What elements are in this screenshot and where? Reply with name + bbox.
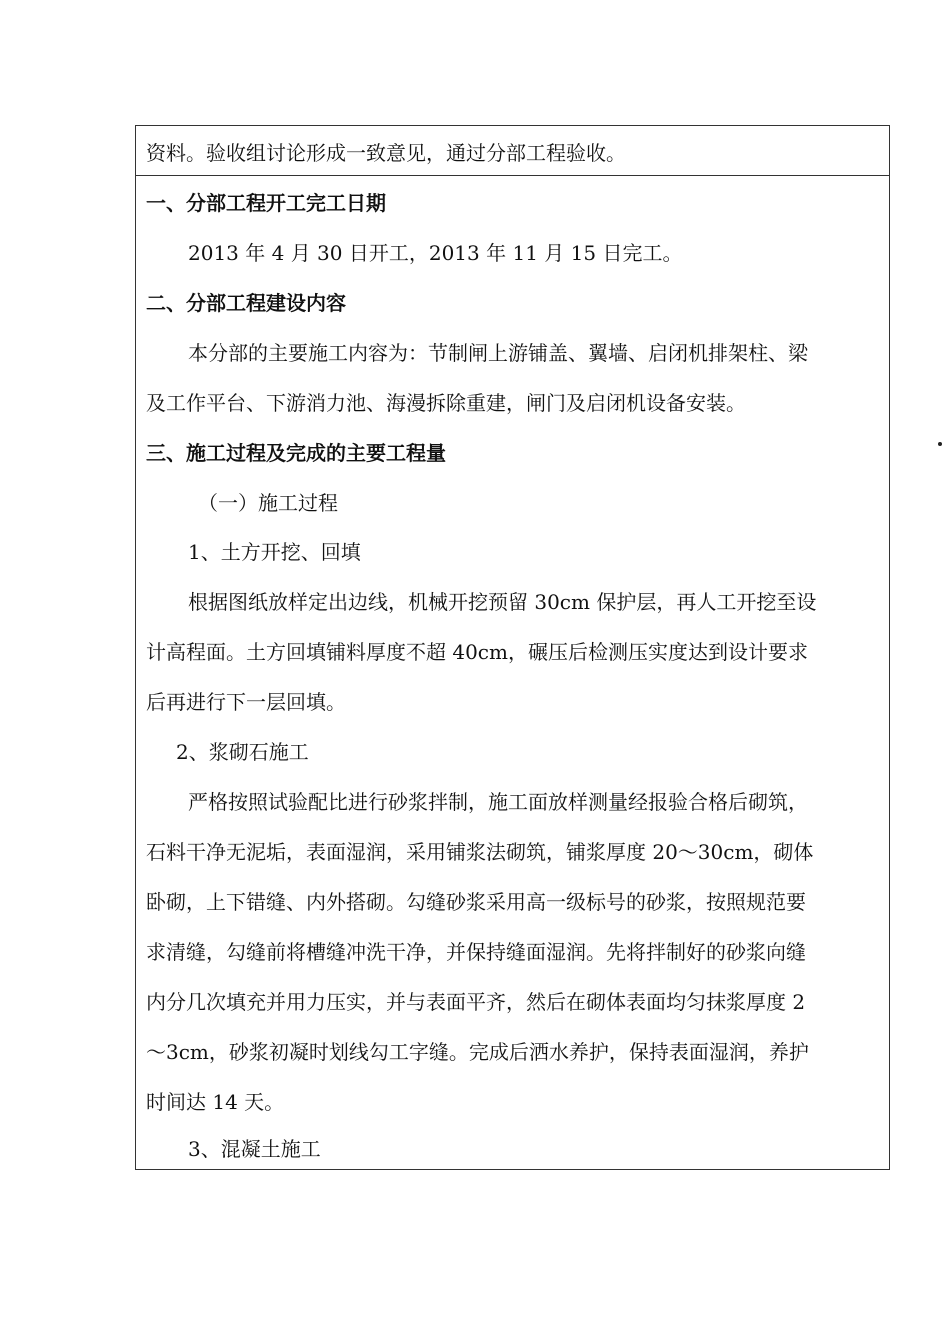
item-heading-concrete: 3、混凝土施工 (188, 1137, 321, 1161)
earthwork-text-line-3: 后再进行下一层回填。 (146, 690, 346, 714)
masonry-text-line-4: 求清缝，勾缝前将槽缝冲洗干净，并保持缝面湿润。先将拌制好的砂浆向缝 (146, 940, 806, 964)
content-text-line-1: 本分部的主要施工内容为：节制闸上游铺盖、翼墙、启闭机排架柱、梁 (188, 341, 808, 365)
masonry-text-line-7: 时间达 14 天。 (146, 1090, 285, 1114)
table-row-divider (136, 175, 889, 176)
section-heading-content: 二、分部工程建设内容 (146, 291, 346, 315)
dates-text: 2013 年 4 月 30 日开工，2013 年 11 月 15 日完工。 (188, 241, 683, 265)
margin-mark (938, 442, 942, 446)
earthwork-text-line-2: 计高程面。土方回填铺料厚度不超 40cm，碾压后检测压实度达到设计要求 (146, 640, 808, 664)
document-table-frame (135, 125, 890, 1170)
content-text-line-2: 及工作平台、下游消力池、海漫拆除重建，闸门及启闭机设备安装。 (146, 391, 746, 415)
masonry-text-line-6: ～3cm，砂浆初凝时划线勾工字缝。完成后洒水养护，保持表面湿润，养护 (146, 1040, 809, 1064)
item-heading-masonry: 2、浆砌石施工 (176, 740, 309, 764)
masonry-text-line-5: 内分几次填充并用力压实，并与表面平齐，然后在砌体表面均匀抹浆厚度 2 (146, 990, 806, 1014)
section-heading-dates: 一、分部工程开工完工日期 (146, 191, 386, 215)
subsection-heading: （一）施工过程 (198, 491, 338, 515)
carryover-text: 资料。验收组讨论形成一致意见，通过分部工程验收。 (146, 141, 626, 165)
earthwork-text-line-1: 根据图纸放样定出边线，机械开挖预留 30cm 保护层，再人工开挖至设 (188, 590, 817, 614)
masonry-text-line-2: 石料干净无泥垢，表面湿润，采用铺浆法砌筑，铺浆厚度 20～30cm，砌体 (146, 840, 814, 864)
masonry-text-line-1: 严格按照试验配比进行砂浆拌制，施工面放样测量经报验合格后砌筑， (188, 790, 808, 814)
masonry-text-line-3: 卧砌，上下错缝、内外搭砌。勾缝砂浆采用高一级标号的砂浆，按照规范要 (146, 890, 806, 914)
section-heading-process: 三、施工过程及完成的主要工程量 (146, 441, 446, 465)
item-heading-earthwork: 1、土方开挖、回填 (188, 540, 361, 564)
